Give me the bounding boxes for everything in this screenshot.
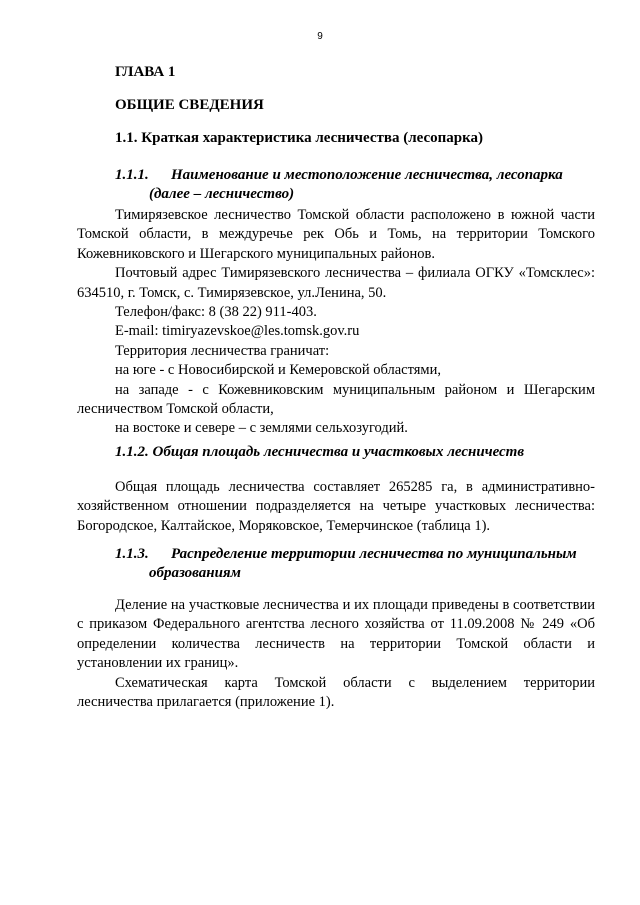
area-paragraph: Общая площадь лесничества составляет 265285 га, в административно-хозяйственном отношении подразделяется на четыре участковых лесничества: Богородское, Калтайское, Моряковское, Темерчинское (таблица 1). <box>77 479 595 534</box>
section-1-1-1-heading <box>115 166 595 204</box>
section-1-1-3-number: 1.1.3. <box>115 546 149 562</box>
map-paragraph: Схематическая карта Томской области с выделением территории лесничества прилагается (приложение 1). <box>77 674 595 711</box>
section-1-1-3-title-line2: образованиям <box>149 565 241 581</box>
section-1-1-3-heading <box>115 545 595 583</box>
division-paragraph: Деление на участковые лесничества и их площади приведены в соответствии с приказом Федерального агентства лесного хозяйства от 11.09.2008 № 249 «Об определении количества лесничеств на территории Томской области и установлении их границ». <box>77 597 595 672</box>
border-east-north: на востоке и севере – с землями сельхозугодий. <box>115 420 408 437</box>
section-1-1-2-title: 1.1.2. Общая площадь лесничества и участковых лесничеств <box>115 444 525 460</box>
page-number: 9 <box>317 31 323 42</box>
section-1-1-title: 1.1. Краткая характеристика лесничества (лесопарка) <box>115 130 484 146</box>
border-south: на юге - с Новосибирской и Кемеровской областями, <box>115 362 441 379</box>
section-1-1-1-title-line1: Наименование и местоположение лесничества, лесопарка <box>171 167 563 183</box>
section-1-1-3-body <box>77 596 595 712</box>
border-west: на западе - с Кожевниковским муниципальным районом и Шегарским лесничеством Томской области, <box>77 381 595 418</box>
chapter-title: ОБЩИЕ СВЕДЕНИЯ <box>115 97 264 113</box>
section-1-1-3-title-line1: Распределение территории лесничества по муниципальным <box>171 546 577 562</box>
chapter-label: ГЛАВА 1 <box>115 64 176 80</box>
location-paragraph: Тимирязевское лесничество Томской области расположено в южной части Томской области, в междуречье рек Обь и Томь, на территории Томского Кожевниковского и Шегарского муниципальных районов. <box>77 207 595 262</box>
section-1-1-1-body <box>77 206 595 439</box>
section-1-1-2-body <box>77 478 595 536</box>
email-line: E-mail: timiryazevskoe@les.tomsk.gov.ru <box>115 323 360 340</box>
address-paragraph: Почтовый адрес Тимирязевского лесничества – филиала ОГКУ «Томсклес»: 634510, г. Томск, с. Тимирязевское, ул.Ленина, 50. <box>77 265 595 301</box>
section-1-1-1-title-line2: (далее – лесничество) <box>149 186 295 202</box>
borders-intro: Территория лесничества граничат: <box>115 342 330 359</box>
phone-line: Телефон/факс: 8 (38 22) 911-403. <box>115 304 317 321</box>
section-1-1-1-number: 1.1.1. <box>115 167 149 183</box>
